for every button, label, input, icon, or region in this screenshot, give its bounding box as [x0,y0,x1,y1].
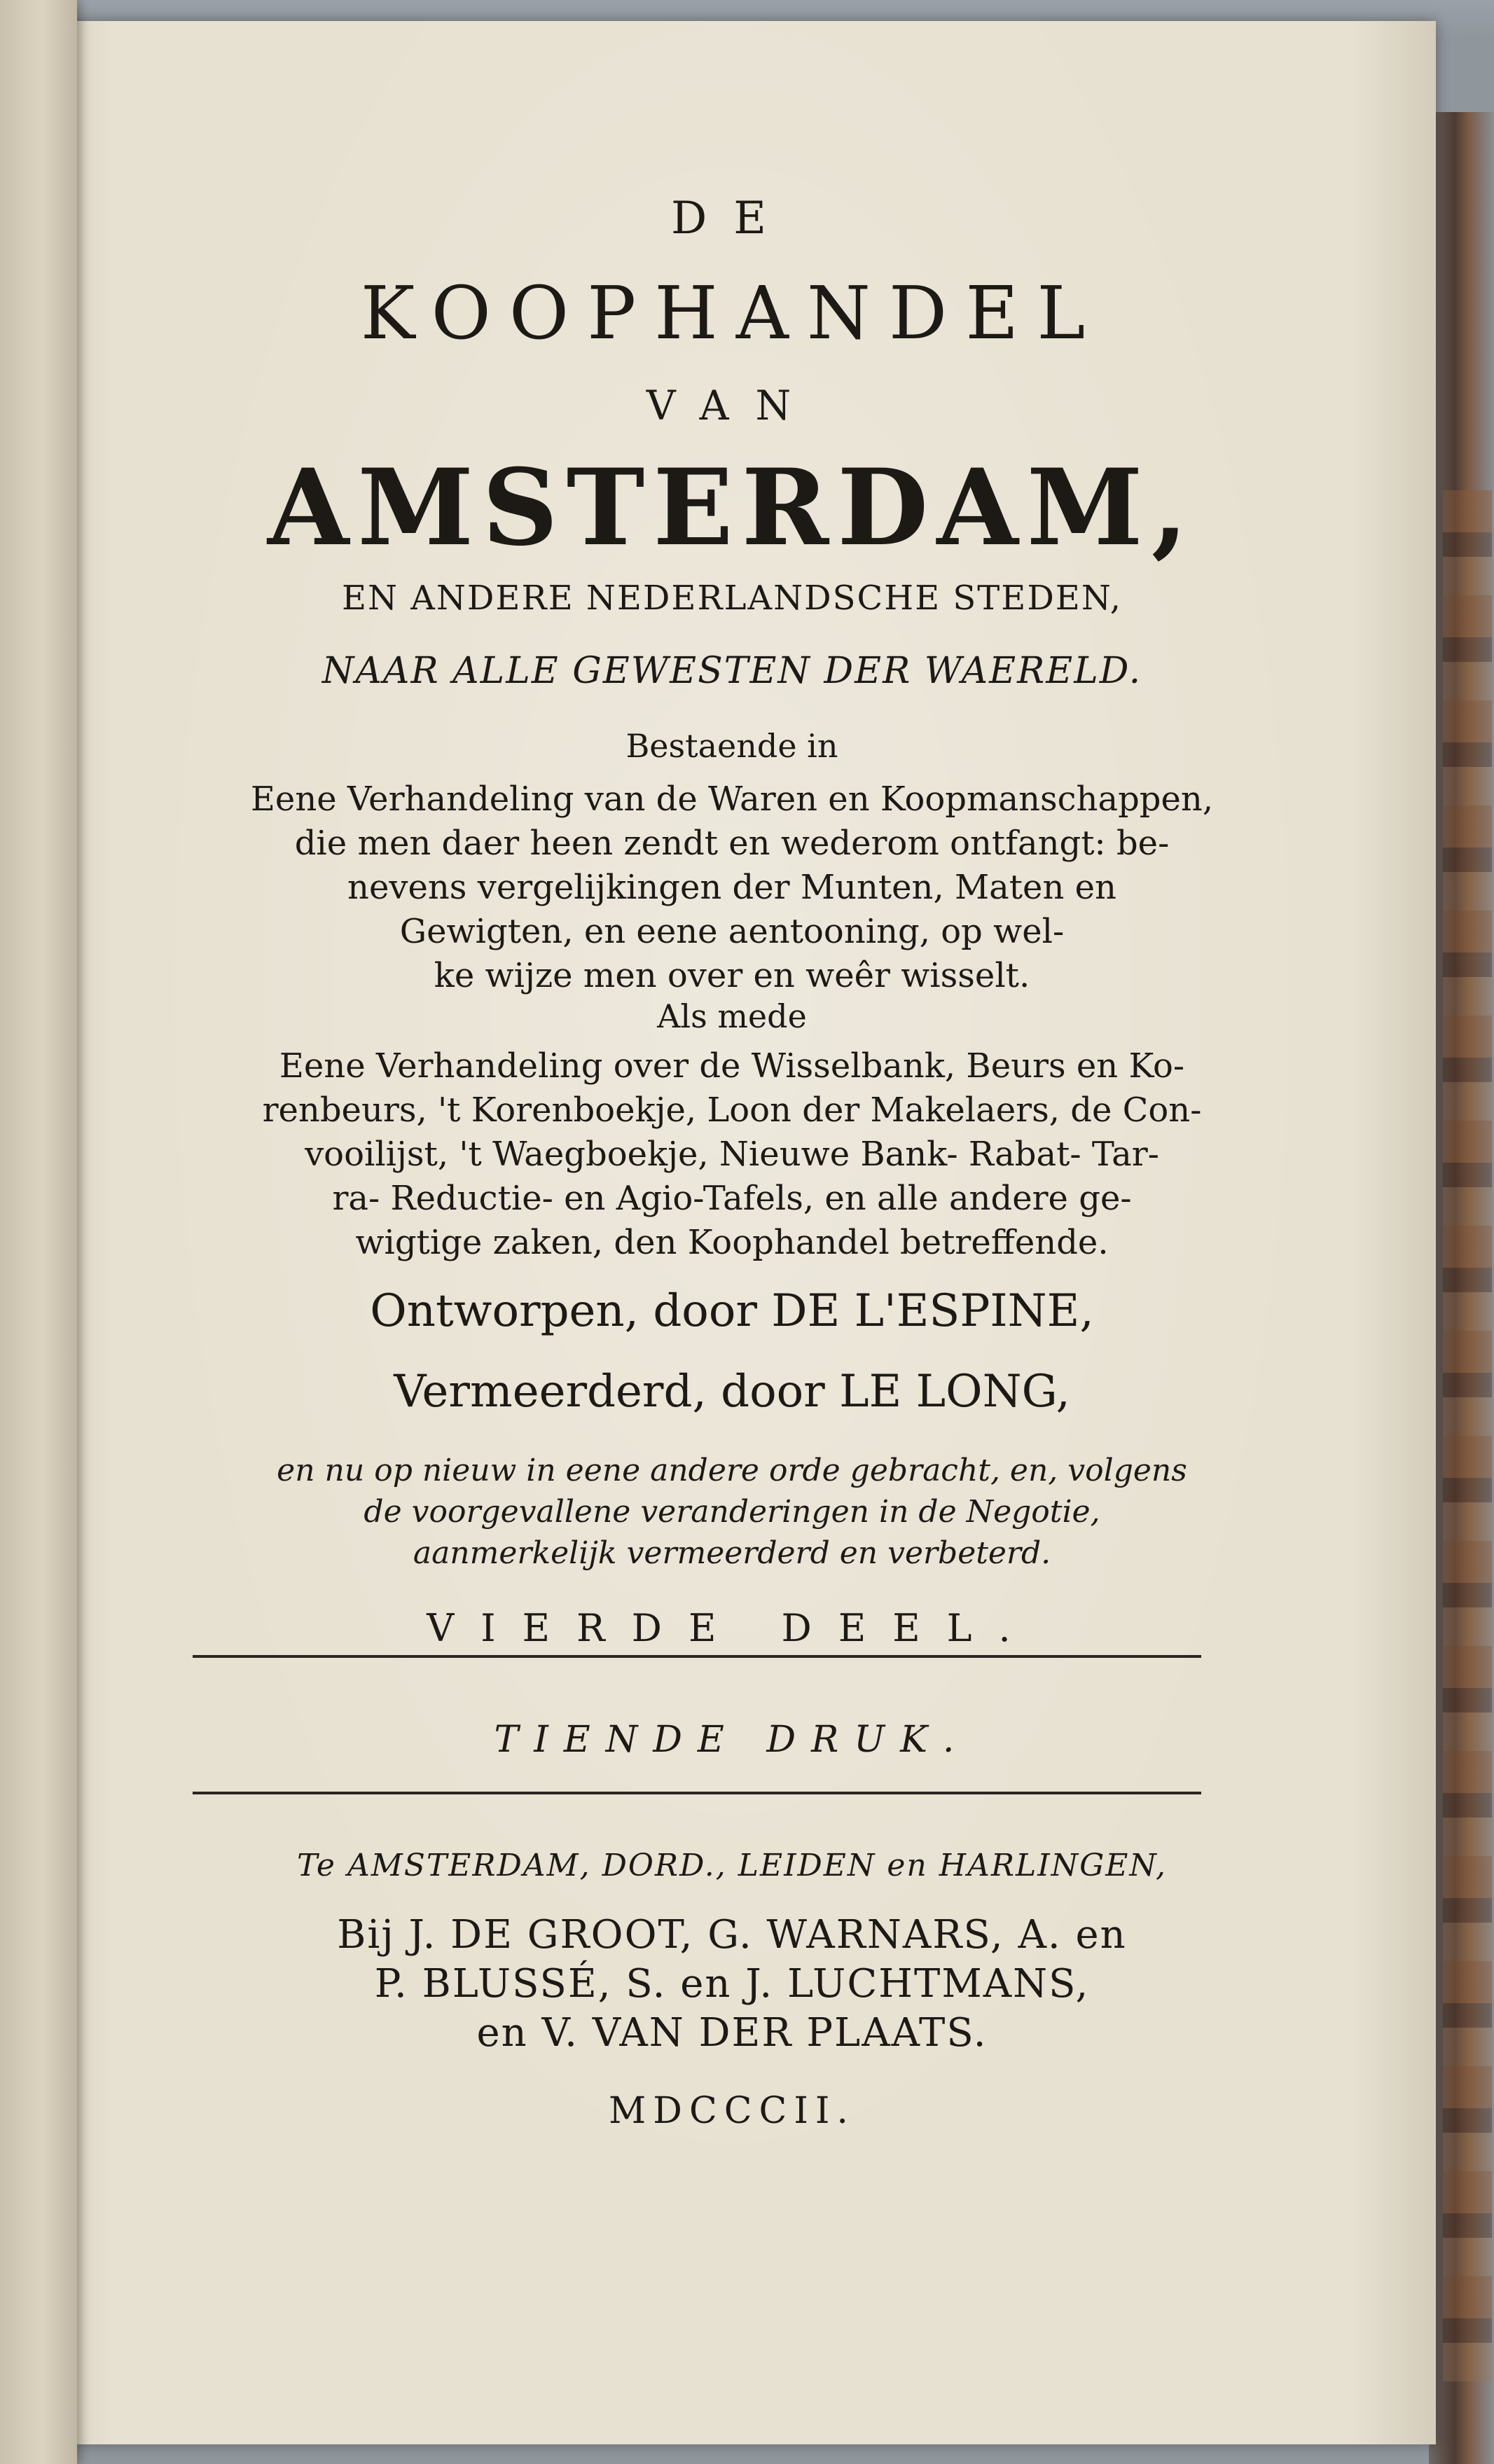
ontworpen-line: Ontworpen, door DE L'ESPINE, [370,1285,1094,1337]
para1-line5: ke wijze men over en weêr wisselt. [434,956,1030,995]
book-edge-texture [1443,490,1492,2381]
para2-line4: ra- Reductie- en Agio-Tafels, en alle andere ge- [332,1179,1132,1218]
para2-line1: Eene Verhandeling over de Wisselbank, Beurs en Ko- [279,1046,1185,1086]
imprint-line3: en V. VAN DER PLAATS. [476,2010,988,2056]
para2-line2: renbeurs, 't Korenboekje, Loon der Makelaers, de Con- [262,1091,1202,1130]
para3-line2: de voorgevallene veranderingen in de Negotie, [364,1494,1100,1530]
imprint-line2: P. BLUSSÉ, S. en J. LUCHTMANS, [374,1961,1090,2007]
publication-year: MDCCCII. [609,2090,855,2132]
title-page [28,21,1436,2444]
vermeerderd-line: Vermeerderd, door LE LONG, [394,1366,1070,1418]
subtitle-en-andere: EN ANDERE NEDERLANDSCHE STEDEN, [341,579,1123,618]
title-de: DE [670,193,794,244]
te-amsterdam-line: Te AMSTERDAM, DORD., LEIDEN en HARLINGEN, [296,1848,1168,1883]
left-page-edge [0,0,77,2464]
tiende-druk: TIENDE DRUK. [494,1719,970,1761]
para1-line4: Gewigten, en eene aentooning, op wel- [399,912,1065,951]
para1-line2: die men daer heen zendt en wederom ontfangt: be- [294,824,1170,863]
rule-bottom [193,1792,1201,1794]
para3-line3: aanmerkelijk vermeerderd en verbeterd. [413,1535,1051,1571]
title-van: VAN [646,382,818,429]
imprint-line1: Bij J. DE GROOT, G. WARNARS, A. en [337,1912,1127,1958]
rule-top [193,1655,1201,1658]
subtitle-naar-alle: NAAR ALLE GEWESTEN DER WAERELD. [321,650,1142,692]
para2-line5: wigtige zaken, den Koophandel betreffende. [355,1223,1109,1262]
vierde-deel: VIERDE DEEL. [427,1606,1037,1650]
para2-line3: vooilijst, 't Waegboekje, Nieuwe Bank- Rabat- Tar- [305,1135,1159,1174]
para3-line1: en nu op nieuw in eene andere orde gebracht, en, volgens [277,1453,1187,1488]
para1-line1: Eene Verhandeling van de Waren en Koopmanschappen, [250,780,1214,819]
para1-line3: nevens vergelijkingen der Munten, Maten en [347,868,1116,907]
bestaende-in: Bestaende in [625,727,838,765]
als-mede: Als mede [657,997,807,1035]
title-amsterdam: AMSTERDAM, [267,446,1197,569]
title-koophandel: KOOPHANDEL [360,270,1104,356]
